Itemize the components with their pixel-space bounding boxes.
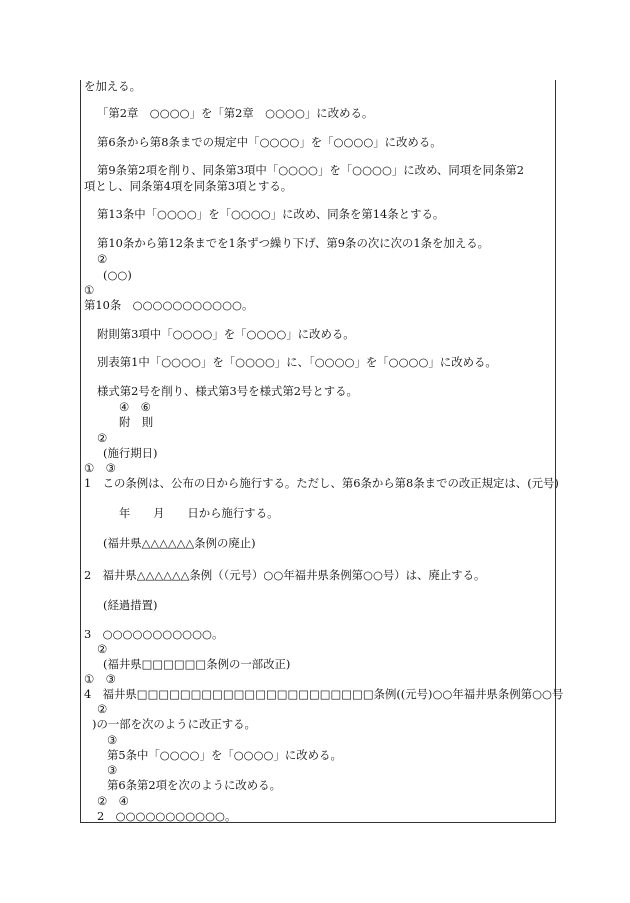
text-line: ② ④: [97, 794, 129, 808]
text-line: ③: [107, 733, 118, 747]
text-line: 第6条第2項を次のように改める。: [107, 778, 281, 792]
text-line: 項とし、同条第4項を同条第3項とする。: [84, 179, 293, 193]
text-line: 第9条第2項を削り、同条第3項中「○○○○」を「○○○○」に改め、同項を同条第2: [97, 163, 524, 177]
text-line: 2 福井県△△△△△△条例（（元号）○○年福井県条例第○○号）は、廃止する。: [84, 568, 486, 582]
text-line: を加える。: [84, 79, 141, 93]
text-line: 「第2章 ○○○○」を「第2章 ○○○○」に改める。: [97, 106, 374, 120]
text-line: ②: [97, 252, 108, 266]
text-line: ① ③: [84, 461, 116, 475]
text-line: )の一部を次のように改正する。: [92, 717, 256, 731]
text-line: 第10条から第12条までを1条ずつ繰り下げ、第9条の次に次の1条を加える。: [97, 236, 489, 250]
text-line: 年 月 日から施行する。: [119, 506, 279, 520]
text-line: ①: [84, 283, 95, 297]
text-line: 1 この条例は、公布の日から施行する。ただし、第6条から第8条までの改正規定は、(元号): [84, 476, 559, 490]
text-line: 第13条中「○○○○」を「○○○○」に改め、同条を第14条とする。: [97, 207, 445, 221]
text-line: 第10条 ○○○○○○○○○○○。: [84, 298, 254, 312]
text-line: 附 則: [119, 415, 154, 429]
text-line: 3 ○○○○○○○○○○○。: [84, 627, 224, 641]
text-line: 4 福井県□□□□□□□□□□□□□□□□□□□□□□条例((元号)○○年福井県条例第○○号: [84, 687, 564, 701]
text-line: ④ ⑥: [119, 400, 151, 414]
text-line: (経過措置): [103, 598, 158, 612]
text-line: (施行期日): [103, 446, 158, 460]
text-line: 別表第1中「○○○○」を「○○○○」に、「○○○○」を「○○○○」に改める。: [97, 355, 497, 369]
text-line: 第6条から第8条までの規定中「○○○○」を「○○○○」に改める。: [97, 135, 442, 149]
text-line: (福井県□□□□□□条例の一部改正): [103, 657, 291, 671]
text-line: ③: [107, 763, 118, 777]
text-line: ②: [97, 642, 108, 656]
text-line: ②: [97, 702, 108, 716]
text-line: 様式第2号を削り、様式第3号を様式第2号とする。: [97, 384, 358, 398]
text-line: ① ③: [84, 672, 116, 686]
text-line: (○○): [103, 268, 132, 282]
text-line: (福井県△△△△△△条例の廃止): [103, 536, 256, 550]
text-line: ②: [97, 431, 108, 445]
text-line: 附則第3項中「○○○○」を「○○○○」に改める。: [97, 327, 355, 341]
text-line: 2 ○○○○○○○○○○○。: [97, 809, 237, 823]
text-line: 第5条中「○○○○」を「○○○○」に改める。: [107, 748, 342, 762]
